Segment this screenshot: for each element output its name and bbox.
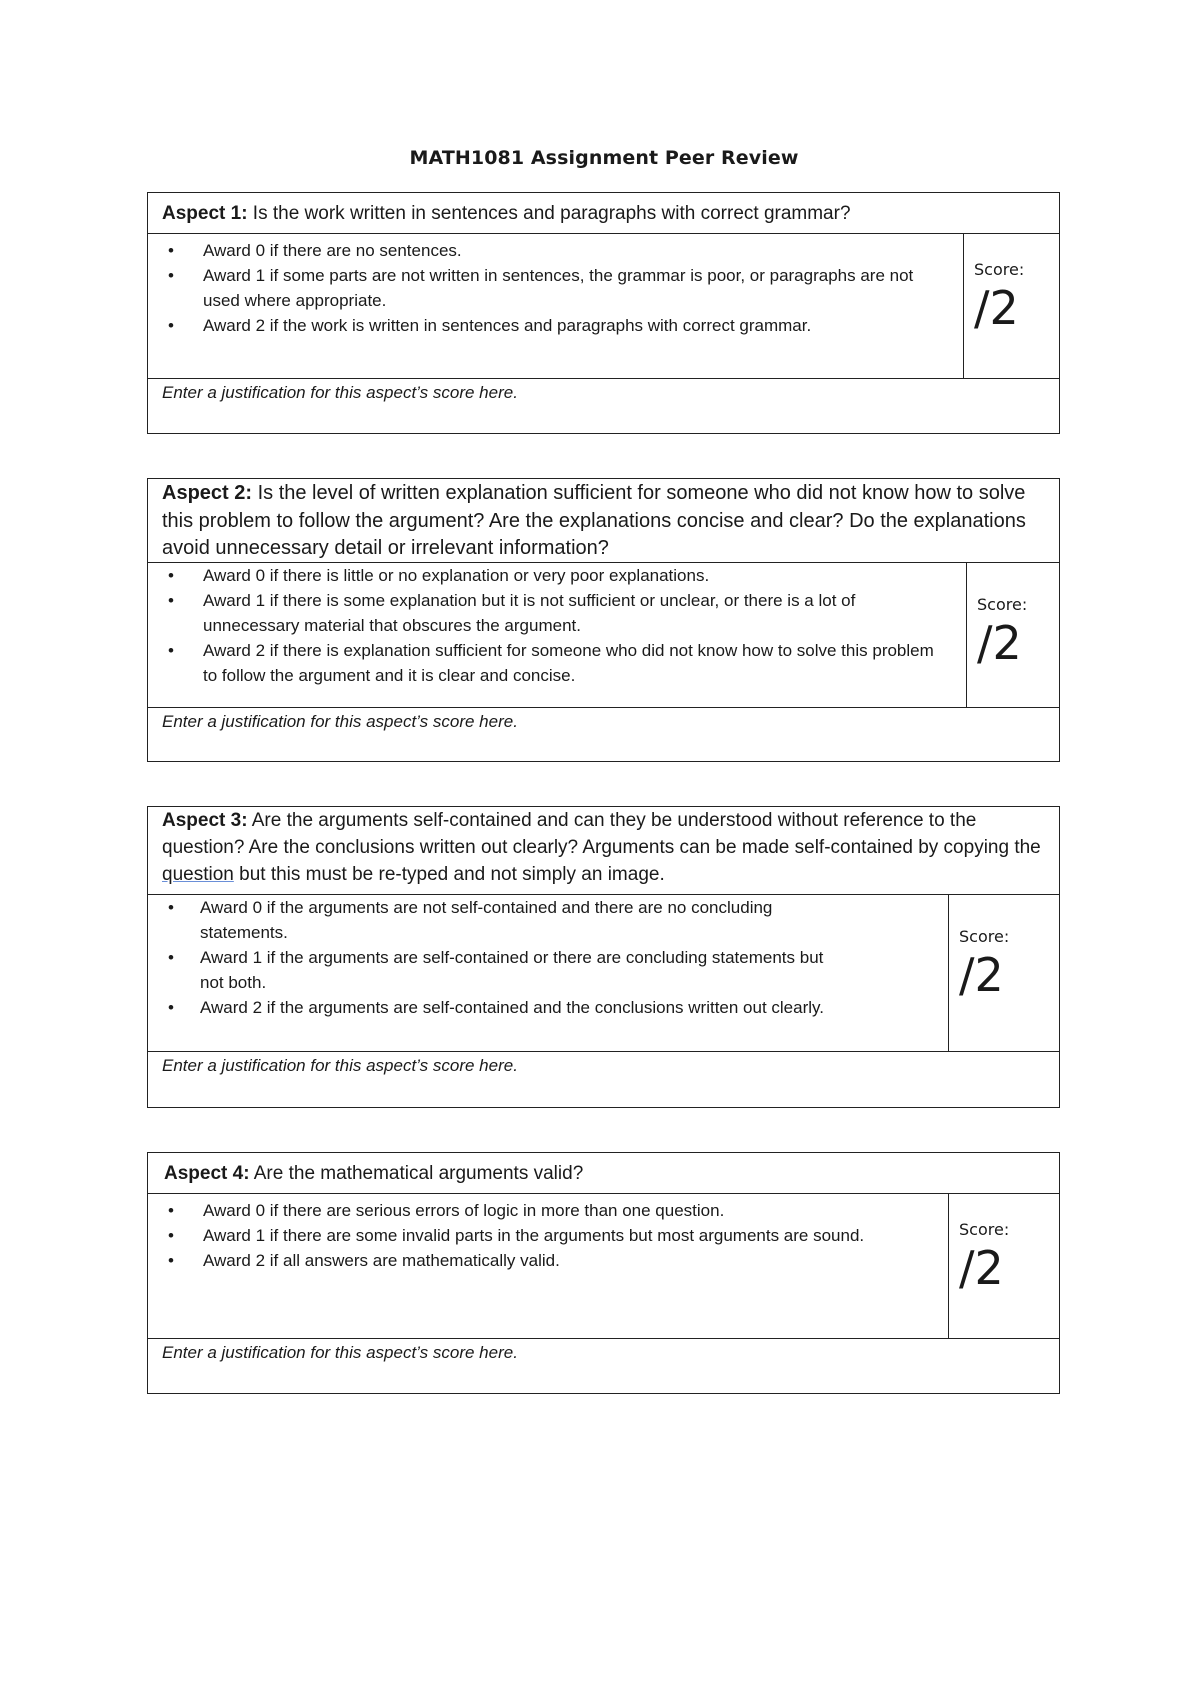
aspect-4-criteria xyxy=(148,1194,949,1338)
aspect-2-criterion-0: • Award 0 if there is little or no explanation or very poor explanations. xyxy=(148,563,942,588)
aspect-2-criterion-2: • Award 2 if there is explanation sufficient for someone who did not know how to solve this problem to follow the argument and it is clear and concise. xyxy=(148,638,942,688)
aspect-2-criteria xyxy=(148,563,967,707)
aspect-2-score-field[interactable] xyxy=(967,563,1059,707)
aspect-1-criterion-0: • Award 0 if there are no sentences. xyxy=(148,238,939,263)
aspect-2-question xyxy=(148,479,1059,563)
aspect-1-question xyxy=(148,193,1059,234)
aspect-4-question xyxy=(148,1153,1059,1194)
aspect-3-criteria xyxy=(148,895,949,1051)
aspect-1-criteria xyxy=(148,234,964,378)
aspect-1-label: Aspect 1: xyxy=(162,202,248,224)
aspect-4-criterion-1: • Award 1 if there are some invalid parts in the arguments but most arguments are sound. xyxy=(148,1223,878,1248)
aspect-3-justification-field[interactable]: Enter a justification for this aspect’s score here. xyxy=(162,1056,518,1075)
aspect-2-criterion-1: • Award 1 if there is some explanation but it is not sufficient or unclear, or there is a lot of unnecessary material that obscures the argument. xyxy=(148,588,942,638)
aspect-1-justification-field[interactable]: Enter a justification for this aspect’s score here. xyxy=(162,383,518,402)
aspect-1-table xyxy=(147,192,1060,434)
page-title: MATH1081 Assignment Peer Review xyxy=(409,147,799,169)
aspect-1-criterion-1: • Award 1 if some parts are not written in sentences, the grammar is poor, or paragraphs are not used where appropriate. xyxy=(148,263,939,313)
aspect-2-question-text: Is the level of written explanation sufficient for someone who did not know how to solve this problem to follow the argument? Are the explanations concise and clear? Do the explanations avoid unnecessary detail or irrelevant information? xyxy=(162,482,1026,559)
aspect-3-question-underlined: question xyxy=(162,864,234,885)
aspect-4-criterion-2: • Award 2 if all answers are mathematically valid. xyxy=(148,1248,878,1273)
aspect-3-question-text-1: Are the arguments self-contained and can they be understood without reference to the question? Are the conclusions written out clearly? Arguments can be made self-contained by copying the xyxy=(162,810,1041,858)
aspect-4-label: Aspect 4: xyxy=(164,1162,250,1184)
aspect-1-score-field[interactable] xyxy=(964,234,1059,378)
aspect-2-table xyxy=(147,478,1060,762)
aspect-3-question-text-2: but this must be re-typed and not simply an image. xyxy=(233,864,665,885)
aspect-4-table xyxy=(147,1152,1060,1394)
aspect-4-question-text: Are the mathematical arguments valid? xyxy=(249,1162,584,1184)
aspect-4-score-value: /2 xyxy=(959,1241,1004,1295)
aspect-3-question xyxy=(148,807,1059,895)
aspect-3-label: Aspect 3: xyxy=(162,810,248,831)
aspect-2-justification-field[interactable]: Enter a justification for this aspect’s score here. xyxy=(162,712,518,731)
aspect-2-label: Aspect 2: xyxy=(162,482,253,504)
aspect-2-score-value: /2 xyxy=(977,616,1022,670)
aspect-1-criterion-2: • Award 2 if the work is written in sentences and paragraphs with correct grammar. xyxy=(148,313,939,338)
aspect-3-score-field[interactable] xyxy=(949,895,1059,1051)
aspect-3-score-label: Score: xyxy=(959,927,1010,946)
aspect-1-score-label: Score: xyxy=(974,260,1025,279)
aspect-4-justification-field[interactable]: Enter a justification for this aspect’s score here. xyxy=(162,1343,518,1362)
aspect-4-score-field[interactable] xyxy=(949,1194,1059,1338)
aspect-4-criterion-0: • Award 0 if there are serious errors of logic in more than one question. xyxy=(148,1198,878,1223)
aspect-2-score-label: Score: xyxy=(977,595,1028,614)
aspect-4-score-label: Score: xyxy=(959,1220,1010,1239)
aspect-3-criterion-2: • Award 2 if the arguments are self-contained and the conclusions written out clearly. xyxy=(148,995,848,1020)
aspect-3-criterion-0: • Award 0 if the arguments are not self-contained and there are no concluding statements. xyxy=(148,895,848,945)
aspect-1-score-value: /2 xyxy=(974,281,1019,335)
aspect-3-score-value: /2 xyxy=(959,948,1004,1002)
aspect-3-criterion-1: • Award 1 if the arguments are self-contained or there are concluding statements but not both. xyxy=(148,945,848,995)
aspect-1-question-text: Is the work written in sentences and paragraphs with correct grammar? xyxy=(247,202,851,224)
aspect-3-table xyxy=(147,806,1060,1108)
